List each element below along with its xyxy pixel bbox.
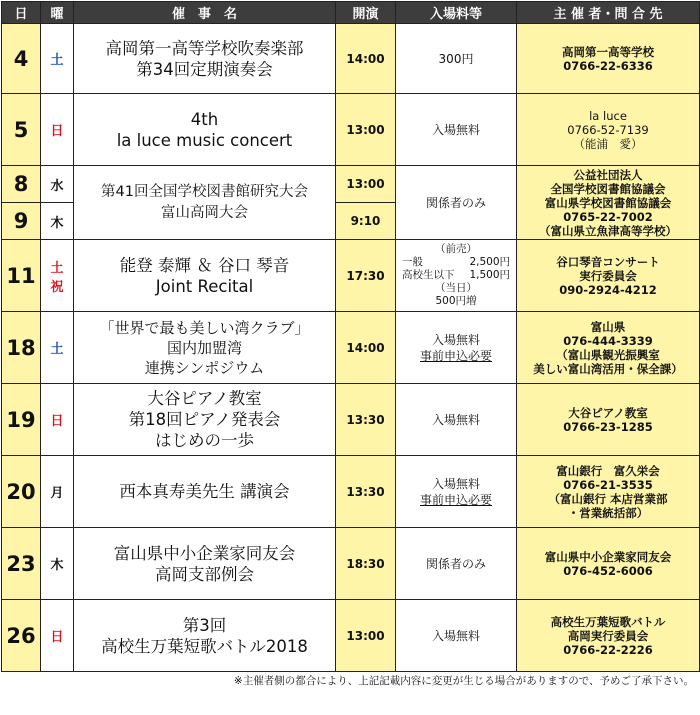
time-cell: 14:00 xyxy=(336,24,396,94)
organizer-cell: la luce 0766-52-7139 （能浦 愛） xyxy=(517,94,700,166)
header-event: 催 事 名 xyxy=(74,2,336,24)
table-row xyxy=(2,166,700,203)
time-cell: 13:00 xyxy=(336,94,396,166)
fee-cell: 入場無料 xyxy=(396,384,517,456)
organizer-cell: 富山県 076-444-3339 （富山県観光振興室 美しい富山湾活用・保全課） xyxy=(517,312,700,384)
footnote: ※主催者側の都合により、上記記載内容に変更が生じる場合がありますので、予めご了承下さい。 xyxy=(233,675,694,687)
event-schedule-table xyxy=(1,1,700,672)
day-cell: 5 xyxy=(2,94,41,166)
organizer-cell: 高岡第一高等学校 0766-22-6336 xyxy=(517,24,700,94)
event-cell: 高岡第一高等学校吹奏楽部 第34回定期演奏会 xyxy=(74,24,336,94)
table-row xyxy=(2,384,700,456)
day-cell: 9 xyxy=(2,203,41,240)
dow-cell: 木 xyxy=(41,203,74,240)
day-cell: 20 xyxy=(2,456,41,528)
fee-cell: 入場無料 事前申込必要 xyxy=(396,312,517,384)
table-row xyxy=(2,528,700,600)
event-cell: 第3回 高校生万葉短歌バトル2018 xyxy=(74,600,336,672)
time-cell: 9:10 xyxy=(336,203,396,240)
header-day: 日 xyxy=(2,2,41,24)
dow-cell: 月 xyxy=(41,456,74,528)
organizer-cell: 大谷ピアノ教室 0766-23-1285 xyxy=(517,384,700,456)
event-cell: 能登 泰輝 ＆ 谷口 琴音 Joint Recital xyxy=(74,240,336,312)
day-cell: 8 xyxy=(2,166,41,203)
fee-cell: 関係者のみ xyxy=(396,528,517,600)
organizer-cell: 高校生万葉短歌バトル 高岡実行委員会 0766-22-2226 xyxy=(517,600,700,672)
header-time: 開演 xyxy=(336,2,396,24)
dow-cell: 日 xyxy=(41,600,74,672)
fee-cell: 入場無料 xyxy=(396,600,517,672)
dow-cell: 木 xyxy=(41,528,74,600)
day-cell: 18 xyxy=(2,312,41,384)
event-cell: 大谷ピアノ教室 第18回ピアノ発表会 はじめの一歩 xyxy=(74,384,336,456)
time-cell: 13:30 xyxy=(336,384,396,456)
dow-cell: 日 xyxy=(41,384,74,456)
time-cell: 13:00 xyxy=(336,166,396,203)
fee-cell: 300円 xyxy=(396,24,517,94)
table-row xyxy=(2,600,700,672)
fee-cell: 入場無料 事前申込必要 xyxy=(396,456,517,528)
table-header-row xyxy=(2,2,700,24)
event-cell: 第41回全国学校図書館研究大会 富山高岡大会 xyxy=(74,166,336,240)
header-org: 主 催 者・問 合 先 xyxy=(517,2,700,24)
table-row xyxy=(2,312,700,384)
table-row xyxy=(2,456,700,528)
day-cell: 4 xyxy=(2,24,41,94)
dow-cell: 日 xyxy=(41,94,74,166)
day-cell: 26 xyxy=(2,600,41,672)
day-cell: 23 xyxy=(2,528,41,600)
time-cell: 13:00 xyxy=(336,600,396,672)
event-cell: 西本真寿美先生 講演会 xyxy=(74,456,336,528)
fee-cell xyxy=(396,240,517,312)
ticket-price-list: （前売） 一般 2,500円 高校生以下 1,500円 （当日） 500円増 xyxy=(402,243,510,307)
time-cell: 18:30 xyxy=(336,528,396,600)
event-cell: 4th la luce music concert xyxy=(74,94,336,166)
organizer-cell: 富山銀行 富久栄会 0766-21-3535 （富山銀行 本店営業部 ・営業統括部） xyxy=(517,456,700,528)
organizer-cell: 公益社団法人 全国学校図書館協議会 富山県学校図書館協議会 0765-22-7002 （富山県立魚津高等学校） xyxy=(517,166,700,240)
event-cell: 「世界で最も美しい湾クラブ」 国内加盟湾 連携シンポジウム xyxy=(74,312,336,384)
time-cell: 14:00 xyxy=(336,312,396,384)
day-cell: 19 xyxy=(2,384,41,456)
organizer-cell: 谷口琴音コンサート 実行委員会 090-2924-4212 xyxy=(517,240,700,312)
fee-cell: 関係者のみ xyxy=(396,166,517,240)
table-row xyxy=(2,240,700,312)
day-cell: 11 xyxy=(2,240,41,312)
dow-cell: 土 祝 xyxy=(41,240,74,312)
dow-cell: 土 xyxy=(41,24,74,94)
table-row xyxy=(2,24,700,94)
time-cell: 17:30 xyxy=(336,240,396,312)
fee-cell: 入場無料 xyxy=(396,94,517,166)
header-dow: 曜 xyxy=(41,2,74,24)
table-row xyxy=(2,94,700,166)
dow-cell: 土 xyxy=(41,312,74,384)
dow-cell: 水 xyxy=(41,166,74,203)
organizer-cell: 富山県中小企業家同友会 076-452-6006 xyxy=(517,528,700,600)
header-fee: 入場料等 xyxy=(396,2,517,24)
time-cell: 13:30 xyxy=(336,456,396,528)
event-cell: 富山県中小企業家同友会 高岡支部例会 xyxy=(74,528,336,600)
